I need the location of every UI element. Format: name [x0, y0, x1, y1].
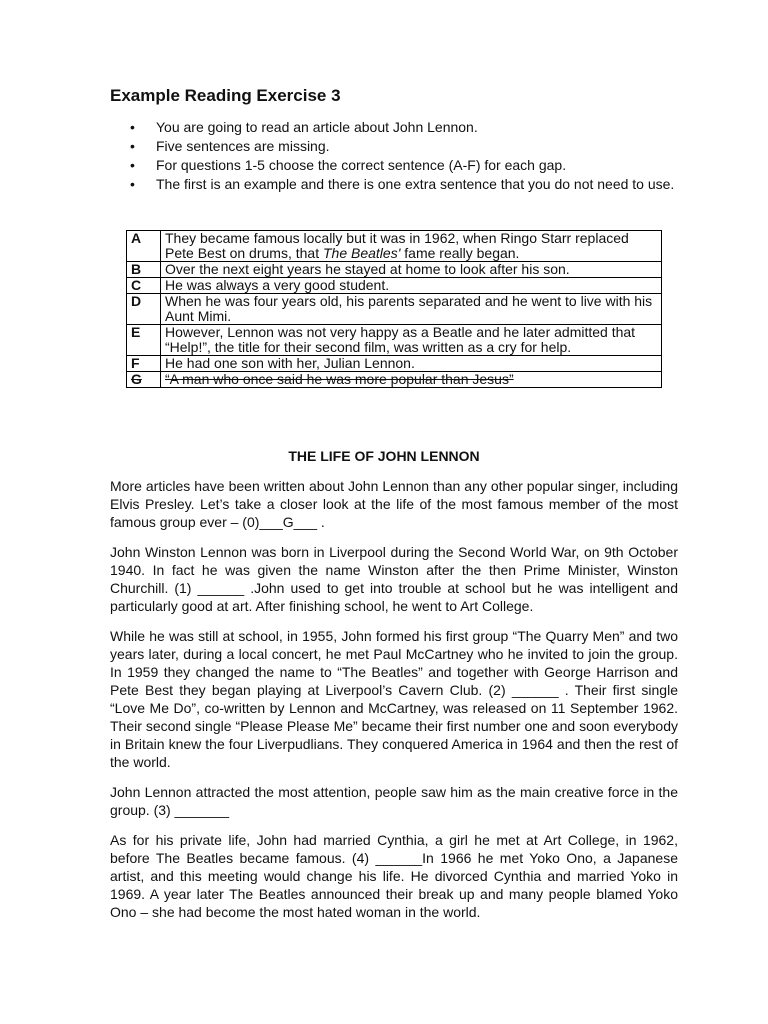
option-letter: D [127, 294, 161, 325]
option-letter: F [127, 356, 161, 372]
instruction-item: • The first is an example and there is one extra sentence that you do not need to use. [110, 175, 678, 193]
option-text: When he was four years old, his parents separated and he went to live with his Aunt Mimi. [161, 294, 662, 325]
option-row-a [127, 231, 662, 262]
article-body [110, 477, 678, 933]
option-text: They became famous locally but it was in 1962, when Ringo Starr replaced Pete Best on drums, that The Beatles' fame really began. [161, 231, 662, 262]
options-table [126, 230, 662, 388]
article-paragraph: John Winston Lennon was born in Liverpool during the Second World War, on 9th October 1940. In fact he was given the name Winston after the then Prime Minister, Winston Churchill. (1) ______ .John used to get into trouble at school but he was intelligent and particularly good at art. After finishing school, he went to Art College. [110, 544, 678, 614]
instructions-list [110, 118, 678, 194]
article-paragraph: John Lennon attracted the most attention, people saw him as the main creative force in the group. (3) _______ [110, 784, 678, 818]
article-paragraph: More articles have been written about John Lennon than any other popular singer, including Elvis Presley. Let’s take a closer look at the life of the most famous member of the most famous group ever – (0)___G___ . [110, 478, 678, 530]
option-row-c [127, 278, 662, 294]
option-letter: B [127, 262, 161, 278]
option-text: He was always a very good student. [161, 278, 662, 294]
article-paragraph: As for his private life, John had married Cynthia, a girl he met at Art College, in 1962, before The Beatles became famous. (4) ______In 1966 he met Yoko Ono, a Japanese artist, and this meeting would change his life. He divorced Cynthia and married Yoko in 1969. A year later The Beatles announced their break up and many people blamed Yoko Ono – she had become the most hated woman in the world. [110, 832, 678, 920]
option-row-g [127, 372, 662, 388]
option-row-e [127, 325, 662, 356]
option-row-f [127, 356, 662, 372]
option-letter: G [127, 372, 161, 388]
instruction-item: • For questions 1-5 choose the correct sentence (A-F) for each gap. [110, 156, 678, 174]
option-text: “A man who once said he was more popular than Jesus” [161, 372, 662, 388]
exercise-title: Example Reading Exercise 3 [110, 86, 341, 105]
option-text: Over the next eight years he stayed at home to look after his son. [161, 262, 662, 278]
article-paragraph: While he was still at school, in 1955, John formed his first group “The Quarry Men” and two years later, during a local concert, he met Paul McCartney who he invited to join the group. In 1959 they changed the name to “The Beatles” and together with George Harrison and Pete Best they began playing at Liverpool’s Cavern Club. (2) ______ . Their first single “Love Me Do”, co-written by Lennon and McCartney, was released on 11 September 1962. Their second single “Please Please Me” became their first number one and soon everybody in Britain knew the four Liverpudlians. They conquered America in 1964 and then the rest of the world. [110, 628, 678, 770]
option-letter: E [127, 325, 161, 356]
option-text: He had one son with her, Julian Lennon. [161, 356, 662, 372]
option-letter: C [127, 278, 161, 294]
option-row-d [127, 294, 662, 325]
option-text: However, Lennon was not very happy as a Beatle and he later admitted that “Help!”, the title for their second film, was written as a cry for help. [161, 325, 662, 356]
option-row-b [127, 262, 662, 278]
option-letter: A [127, 231, 161, 262]
instruction-item: • Five sentences are missing. [110, 137, 678, 155]
instruction-item: • You are going to read an article about John Lennon. [110, 118, 678, 136]
article-title: THE LIFE OF JOHN LENNON [288, 448, 480, 464]
